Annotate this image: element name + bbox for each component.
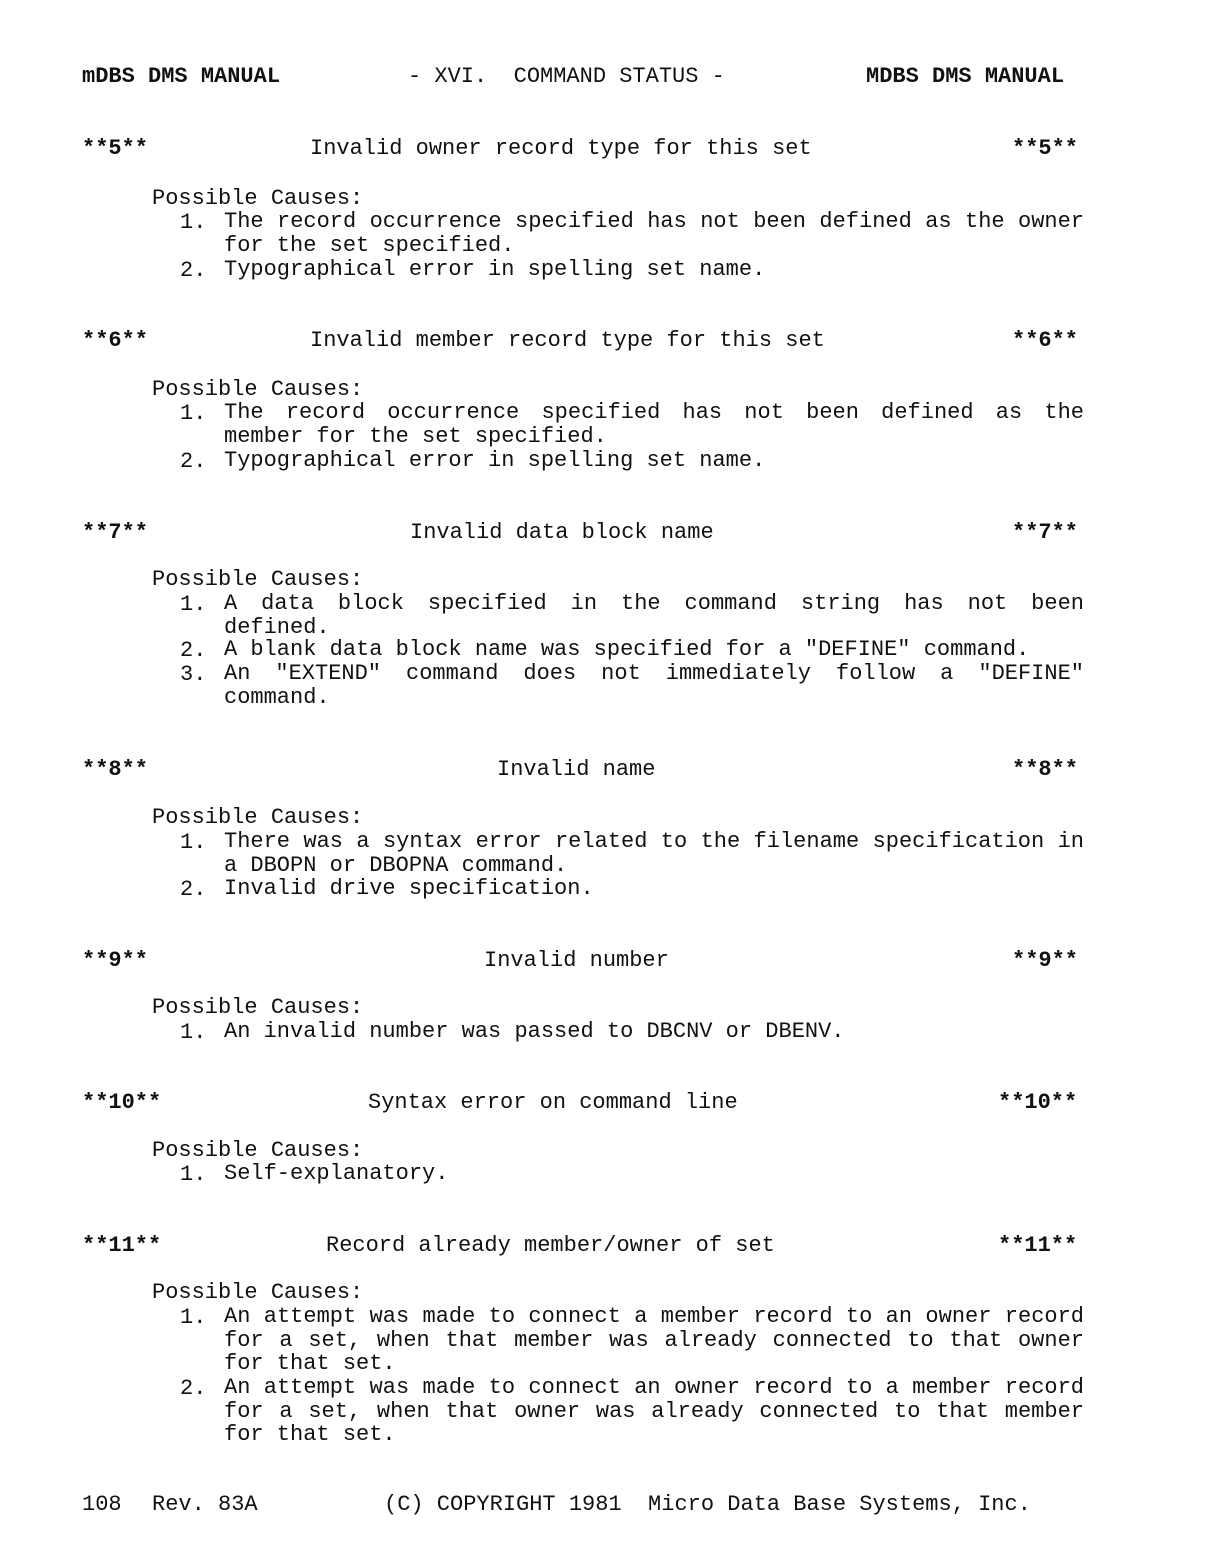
revision: Rev. 83A <box>152 1492 258 1517</box>
status-code-right: **10** <box>998 1090 1078 1115</box>
causes-label: Possible Causes: <box>152 186 364 211</box>
status-code-right: **5** <box>1012 136 1079 161</box>
status-code: **10** <box>82 1090 162 1115</box>
status-title: Record already member/owner of set <box>326 1233 775 1258</box>
copyright: (C) COPYRIGHT 1981 Micro Data Base Systems, Inc. <box>384 1492 1031 1517</box>
causes-label: Possible Causes: <box>152 1138 364 1163</box>
cause-number: 1. <box>180 830 207 855</box>
header-center: - XVI. COMMAND STATUS - <box>408 64 725 89</box>
cause-number: 1. <box>180 1020 207 1045</box>
header-right: MDBS DMS MANUAL <box>866 64 1065 89</box>
causes-label: Possible Causes: <box>152 805 364 830</box>
cause-number: 3. <box>180 662 207 687</box>
status-code: **11** <box>82 1233 162 1258</box>
cause-text: Typographical error in spelling set name. <box>224 448 766 473</box>
cause-number: 1. <box>180 1162 207 1187</box>
causes-label: Possible Causes: <box>152 377 364 402</box>
status-code-right: **6** <box>1012 328 1079 353</box>
cause-number: 2. <box>180 449 207 474</box>
status-code-right: **7** <box>1012 520 1079 545</box>
status-code: **5** <box>82 136 149 161</box>
causes-label: Possible Causes: <box>152 995 364 1020</box>
cause-text: Self-explanatory. <box>224 1161 449 1186</box>
status-title: Invalid member record type for this set <box>310 328 825 353</box>
cause-text: Invalid drive specification. <box>224 876 594 901</box>
status-code: **6** <box>82 328 149 353</box>
cause-text: The record occurrence specified has not been defined as the owner for the set specified. <box>224 209 1084 258</box>
cause-number: 1. <box>180 592 207 617</box>
status-code-right: **9** <box>1012 948 1079 973</box>
causes-label: Possible Causes: <box>152 567 364 592</box>
cause-text: There was a syntax error related to the filename specification in a DBOPN or DBOPNA command. <box>224 829 1084 878</box>
cause-text: A blank data block name was specified for a "DEFINE" command. <box>224 637 1030 662</box>
status-title: Invalid number <box>484 948 669 973</box>
header-left: mDBS DMS MANUAL <box>82 64 281 89</box>
status-title: Invalid data block name <box>410 520 714 545</box>
status-code: **9** <box>82 948 149 973</box>
cause-text: An "EXTEND" command does not immediately follow a "DEFINE" command. <box>224 661 1084 710</box>
cause-number: 2. <box>180 1376 207 1401</box>
cause-number: 2. <box>180 638 207 663</box>
causes-label: Possible Causes: <box>152 1280 364 1305</box>
status-code-right: **8** <box>1012 757 1079 782</box>
cause-text: An attempt was made to connect a member record to an owner record for a set, when that member was already connected to that owner for that set. <box>224 1304 1084 1376</box>
status-code: **8** <box>82 757 149 782</box>
cause-text: An attempt was made to connect an owner record to a member record for a set, when that owner was already connected to that member for that set. <box>224 1375 1084 1447</box>
cause-text: A data block specified in the command string has not been defined. <box>224 591 1084 640</box>
cause-text: The record occurrence specified has not been defined as the member for the set specified. <box>224 400 1084 449</box>
page-number: 108 <box>82 1492 122 1517</box>
status-title: Syntax error on command line <box>368 1090 738 1115</box>
cause-number: 1. <box>180 1305 207 1330</box>
cause-text: Typographical error in spelling set name. <box>224 257 766 282</box>
cause-text: An invalid number was passed to DBCNV or DBENV. <box>224 1019 845 1044</box>
status-title: Invalid owner record type for this set <box>310 136 812 161</box>
cause-number: 1. <box>180 210 207 235</box>
cause-number: 1. <box>180 401 207 426</box>
cause-number: 2. <box>180 877 207 902</box>
status-title: Invalid name <box>497 757 656 782</box>
cause-number: 2. <box>180 258 207 283</box>
status-code: **7** <box>82 520 149 545</box>
status-code-right: **11** <box>998 1233 1078 1258</box>
